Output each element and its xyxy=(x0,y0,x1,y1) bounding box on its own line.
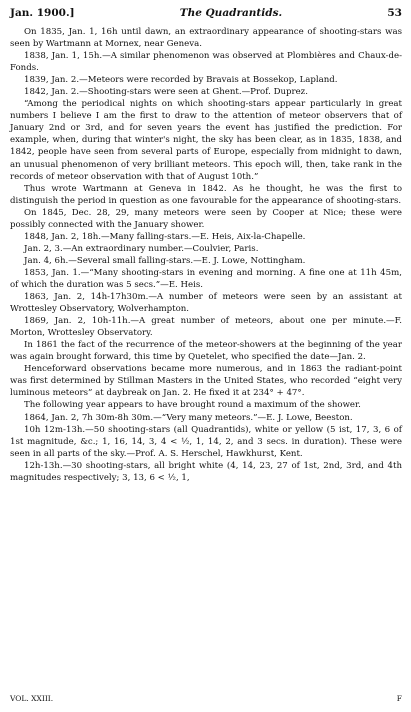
volume-signature: VOL. XXIII. xyxy=(10,694,54,703)
paragraph: 1853, Jan. 1.—“Many shooting-stars in evening and morning. A fine one at 11h 45m, of which the duration was 5 secs.”—E. Heis. xyxy=(10,267,402,290)
paragraph: 12h-13h.—30 shooting-stars, all bright white (4, 14, 23, 27 of 1st, 2nd, 3rd, and 4th magnitudes respectively; 3, 13, 6 < ½, 1, xyxy=(10,460,402,483)
paragraph: Jan. 4, 6h.—Several small falling-stars.—E. J. Lowe, Nottingham. xyxy=(24,255,306,266)
paragraph: 1839, Jan. 2.—Meteors were recorded by Bravais at Bossekop, Lapland. xyxy=(24,75,338,86)
page-number: 53 xyxy=(387,7,402,19)
header-date: Jan. 1900.] xyxy=(10,7,75,19)
paragraph: 1838, Jan. 1, 15h.—A similar phenomenon was observed at Plombières and Chaux-de-Fonds. xyxy=(10,51,402,74)
paragraph: 1842, Jan. 2.—Shooting-stars were seen at Ghent.—Prof. Duprez. xyxy=(24,87,308,98)
paragraph: 1864, Jan. 2, 7h 30m-8h 30m.—“Very many meteors.”—E. J. Lowe, Beeston. xyxy=(24,412,353,423)
running-title: The Quadrantids. xyxy=(179,7,283,19)
body-text xyxy=(10,26,402,484)
signature-mark: F xyxy=(396,694,402,703)
paragraph: The following year appears to have brought round a maximum of the shower. xyxy=(24,400,361,411)
paragraph: Henceforward observations became more numerous, and in 1863 the radiant-point was first determined by Stillman Masters in the United States, who recorded “eight very luminous meteors” at daybreak on Jan. 2. He fixed it at 234° + 47°. xyxy=(10,364,402,399)
quotation: “Among the periodical nights on which shooting-stars appear particularly in great numbers I believe I am the first to draw to the attention of meteor observers that of January 2nd or 3rd, and for seven years the event has justified the prediction. For example, when, during that winter's night, the sky has been clear, as in 1835, 1838, and 1842, people have seen from several parts of Europe, especially from midnight to dawn, an unusual phenomenon of very brilliant meteors. This epoch will, then, take rank in the records of meteor observation with that of August 10th.” xyxy=(10,99,402,182)
page xyxy=(10,6,402,706)
paragraph: 1869, Jan. 2, 10h-11h.—A great number of meteors, about one per minute.—F. Morton, Wrottesley Observatory. xyxy=(10,316,402,339)
paragraph: Thus wrote Wartmann at Geneva in 1842. As he thought, he was the first to distinguish the period in question as one favourable for the appearance of shooting-stars. xyxy=(10,183,402,206)
paragraph: Jan. 2, 3.—An extraordinary number.—Coulvier, Paris. xyxy=(24,243,259,254)
paragraph: In 1861 the fact of the recurrence of the meteor-showers at the beginning of the year was again brought forward, this time by Quetelet, who specified the date—Jan. 2. xyxy=(10,340,402,363)
paragraph: 1863, Jan. 2, 14h-17h30m.—A number of meteors were seen by an assistant at Wrottesley Observatory, Wolverhampton. xyxy=(10,292,402,315)
paragraph: 10h 12m-13h.—50 shooting-stars (all Quadrantids), white or yellow (5 ist, 17, 3, 6 of 1st magnitude, &c.; 1, 16, 14, 3, 4 < ½, 1, 14, 2, and 3 secs. in duration). These were seen in all parts of the sky.—Prof. A. S. Herschel, Hawkhurst, Kent. xyxy=(10,424,402,459)
paragraph: 1848, Jan. 2, 18h.—Many falling-stars.—E. Heis, Aix-la-Chapelle. xyxy=(24,231,306,242)
paragraph: On 1835, Jan. 1, 16h until dawn, an extraordinary appearance of shooting-stars was seen by Wartmann at Mornex, near Geneva. xyxy=(10,27,402,50)
running-header xyxy=(10,6,402,20)
page-footer xyxy=(10,694,402,704)
paragraph: On 1845, Dec. 28, 29, many meteors were seen by Cooper at Nice; these were possibly connected with the January shower. xyxy=(10,207,402,230)
